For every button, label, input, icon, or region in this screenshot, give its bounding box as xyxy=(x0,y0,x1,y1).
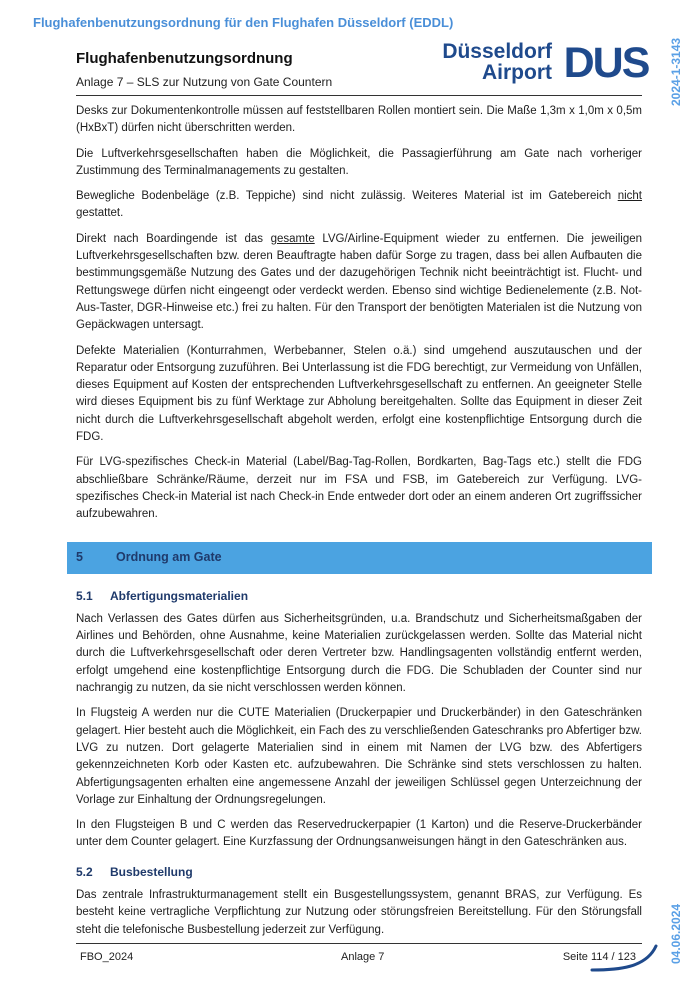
paragraph-floor-coverings xyxy=(76,188,642,223)
subsection-5-2-number: 5.2 xyxy=(76,864,93,879)
p4-text-a: Direkt nach Boardingende ist das xyxy=(76,232,271,245)
paragraph-5-2-bus-ordering: Das zentrale Infrastrukturmanagement stellt ein Busgestellungssystem, genannt BRAS, zur Verfügung. Es besteht keine vertragliche Verpflichtung zur Nutzung oder störungsfreien Bereitstellung. Für den Störungsfall steht die telefonische Busbestellung jederzeit zur Verfügung. xyxy=(76,888,642,936)
paragraph-5-1-leaving-gate: Nach Verlassen des Gates dürfen aus Sicherheitsgründen, u.a. Brandschutz und Sicherheitsmaßgaben der Airlines und Behörden, ohne Ausnahme, keine Materialien zurückgelassen werden. Sollte das Material nicht durch die Luftverkehrsgesellschaft oder deren Vertreter bzw. Handlingsagenten vollständig entfernt werden, erfolgt umgehend eine kostenpflichtige Entsorgung durch die FDG. Die Schubladen der Counter sind nur nachrangig zu nutzen, da sie nicht verschlossen werden können. xyxy=(76,612,642,695)
subsection-5-1-title: Abfertigungsmaterialien xyxy=(110,588,249,603)
dus-logo-mark xyxy=(560,40,652,82)
section-5-heading xyxy=(67,542,652,574)
section-5-title: Ordnung am Gate xyxy=(116,549,222,564)
paragraph-5-1-flugsteig-b-c: In den Flugsteigen B und C werden das Reservedruckerpapier (1 Karton) und die Reserve-Druckerbänder unter dem Counter gelagert. Eine Kurzfassung der Ordnungsanweisungen hängt in den Gateschränken aus. xyxy=(76,819,642,849)
document-id-vertical xyxy=(661,30,691,110)
paragraph-defective-materials: Defekte Materialien (Konturrahmen, Werbebanner, Stelen o.ä.) sind umgehend auszutauschen und der Reparatur oder Entsorgung zuzuführen. Bei Unterlassung ist die FDG berechtigt, zur Vermeidung von Unfällen, dieses Equipment auf Kosten der entsprechenden Luftverkehrsgesellschaft zu entfernen. An geeigneter Stelle wird dieses Equipment bis zu fünf Werktage zur Abholung bereitgehalten. Sollte das Equipment in dieser Zeit nicht durch die Luftverkehrsgesellschaft abgeholt werden, erfolgt eine kostenpflichtige Entsorgung durch die FDG. xyxy=(76,344,642,444)
p3-text-a: Bewegliche Bodenbeläge (z.B. Teppiche) sind nicht zulässig. Weiteres Material ist im Gatebereich xyxy=(76,190,618,203)
page-body xyxy=(76,103,642,947)
footer-doc-code: FBO_2024 xyxy=(80,951,134,963)
paragraph-passenger-guidance: Die Luftverkehrsgesellschaften haben die Möglichkeit, die Passagierführung am Gate nach vorheriger Zustimmung des Terminalmanagements zu gestalten. xyxy=(76,147,642,177)
date-vertical xyxy=(661,888,691,968)
subsection-5-2-heading xyxy=(76,864,642,881)
subsection-5-2-title: Busbestellung xyxy=(110,864,193,879)
paragraph-checkin-material: Für LVG-spezifisches Check-in Material (Label/Bag-Tag-Rollen, Bordkarten, Bag-Tags etc.) stellt die FDG abschließbare Schränke/Räume, derzeit nur im FSA und FSB, im Gatebereich zur Verfügung. LVG-spezifisches Check-in Material ist nach Check-in Ende entweder dort oder an einem anderen Ort zugriffssicher aufzubewahren. xyxy=(76,456,642,521)
p4-underlined: gesamte xyxy=(270,232,315,245)
footer-annex: Anlage 7 xyxy=(341,951,385,963)
footer-rule xyxy=(76,943,642,944)
running-header-title: Flughafenbenutzungsordnung für den Flughafen Düsseldorf (EDDL) xyxy=(33,15,454,30)
p3-text-b: gestattet. xyxy=(76,207,124,220)
document-date: 04.06.2024 xyxy=(669,903,683,964)
header-rule xyxy=(76,95,642,96)
paragraph-boarding-end xyxy=(76,231,642,335)
section-5-number: 5 xyxy=(76,549,83,564)
paragraph-desks: Desks zur Dokumentenkontrolle müssen auf feststellbaren Rollen montiert sein. Die Maße 1,3m x 1,0m x 0,5m (HxBxT) dürfen nicht überschritten werden. xyxy=(76,105,642,135)
p4-text-b: LVG/Airline-Equipment wieder zu entfernen. Die jeweiligen Luftverkehrsgesellschaften bzw. deren Beauftragte haben dafür Sorge zu tragen, dass bei allen Aufbauten die bestimmungsgemäße Nutzung des Gates und der dazugehörigen Technik nicht beeinträchtigt ist. Flucht- und Rettungswege dürfen nicht eingeengt oder verdeckt werden. Ebenso sind wichtige Bedienelemente (z.B. Not-Aus-Taster, DGR-Hinweise etc.) frei zu halten. Für den Transport der benötigten Materialen ist die Nutzung von Gepäckwagen untersagt. xyxy=(76,232,643,332)
dus-mark-text: DUS xyxy=(563,40,649,82)
subsection-5-1-heading xyxy=(76,588,642,605)
dus-airport-logo xyxy=(442,38,654,86)
document-subtitle: Anlage 7 – SLS zur Nutzung von Gate Countern xyxy=(76,75,333,89)
footer-page-number: Seite 114 / 123 xyxy=(562,951,636,963)
logo-line-airport: Airport xyxy=(482,61,552,84)
document-title: Flughafenbenutzungsordnung xyxy=(76,50,293,67)
subsection-5-1-number: 5.1 xyxy=(76,588,93,603)
corner-swoosh-decoration xyxy=(588,940,660,974)
logo-line-dusseldorf: Düsseldorf xyxy=(442,40,552,63)
p3-underlined: nicht xyxy=(617,190,642,203)
paragraph-5-1-flugsteig-a: In Flugsteig A werden nur die CUTE Materialien (Druckerpapier und Druckerbänder) in den Gateschränken gelagert. Hier besteht auch die Möglichkeit, ein Fach des zu verschließenden Gateschranks pro Abfertiger bzw. LVG zu nutzen. Dort gelagerte Materialien sind in einem mit Namen der LVG bzw. des Abfertigers gekennzeichneten Korb oder Kasten etc. aufzubewahren. Die Schränke sind stets verschlossen zu halten. Abfertigungsagenten erhalten eine angemessene Anzahl der jeweiligen Schlüssel gegen Unterzeichnung der Vorlage zur Einhaltung der Ordnungsregelungen. xyxy=(76,707,642,806)
document-id: 2024-1-3143 xyxy=(669,37,683,106)
